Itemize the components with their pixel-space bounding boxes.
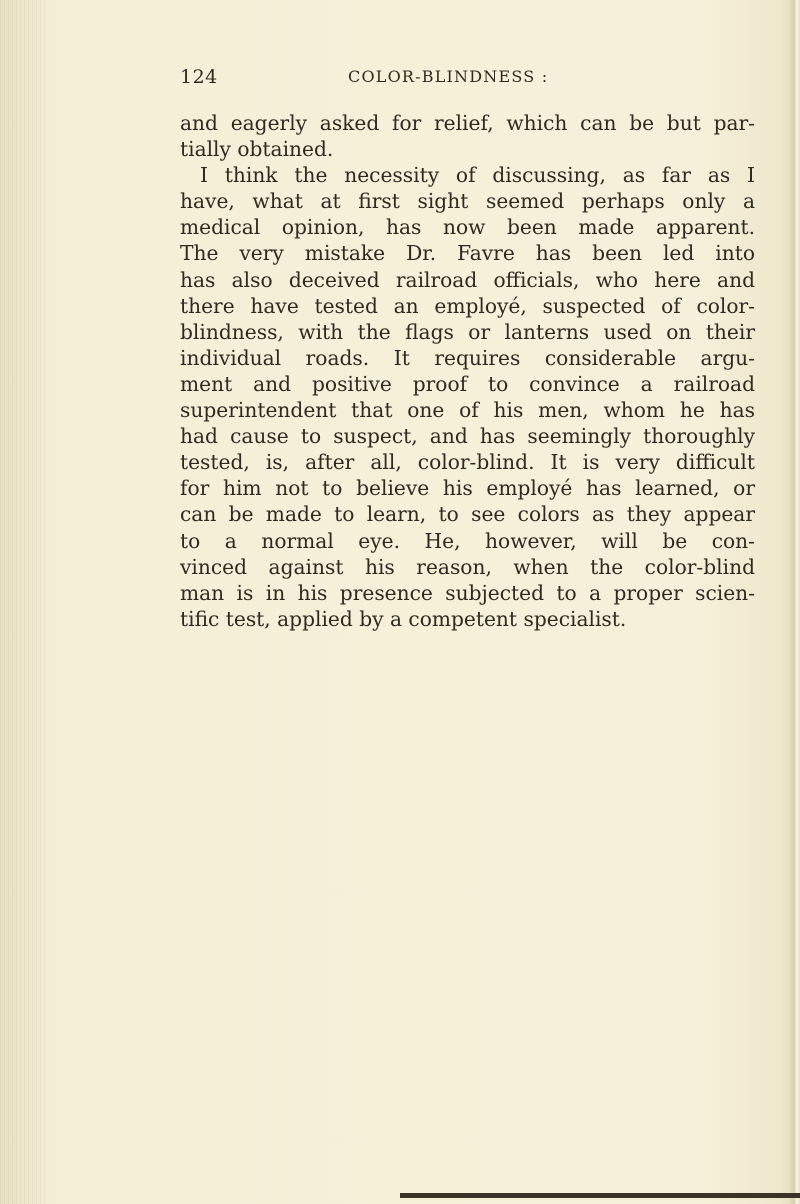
page-number: 124 — [180, 66, 218, 88]
text-line: blindness, with the flags or lanterns used on their — [180, 319, 755, 344]
bottom-shadow-rule — [400, 1193, 800, 1198]
body-text — [180, 110, 755, 632]
text-line: I think the necessity of discussing, as far as I — [200, 163, 755, 188]
text-line: to a normal eye. He, however, will be con- — [180, 528, 755, 553]
page-header — [180, 66, 780, 96]
text-line: has also deceived railroad officials, who here and — [180, 267, 755, 292]
text-line: man is in his presence subjected to a proper scien- — [180, 580, 755, 605]
page-edge — [788, 0, 800, 1204]
text-line: had cause to suspect, and has seemingly thoroughly — [180, 424, 755, 449]
text-line: can be made to learn, to see colors as they appear — [180, 502, 755, 527]
text-line: ment and positive proof to convince a railroad — [180, 371, 755, 396]
text-line: medical opinion, has now been made apparent. — [180, 215, 755, 240]
text-line: tested, is, after all, color-blind. It is very difficult — [180, 450, 755, 475]
text-line: The very mistake Dr. Favre has been led into — [180, 241, 755, 266]
running-head: COLOR-BLINDNESS : — [348, 67, 549, 86]
text-line: tially obtained. — [180, 137, 334, 162]
text-line: have, what at first sight seemed perhaps only a — [180, 189, 755, 214]
text-line: vinced against his reason, when the color-blind — [180, 554, 755, 579]
text-line: for him not to believe his employé has learned, or — [180, 476, 755, 501]
page-gutter — [0, 0, 46, 1204]
text-line: tific test, applied by a competent specialist. — [180, 606, 627, 631]
text-line: and eagerly asked for relief, which can be but par- — [180, 111, 755, 135]
text-line: superintendent that one of his men, whom he has — [180, 398, 755, 423]
text-line: individual roads. It requires considerable argu- — [180, 345, 755, 370]
text-line: there have tested an employé, suspected of color- — [180, 293, 755, 318]
